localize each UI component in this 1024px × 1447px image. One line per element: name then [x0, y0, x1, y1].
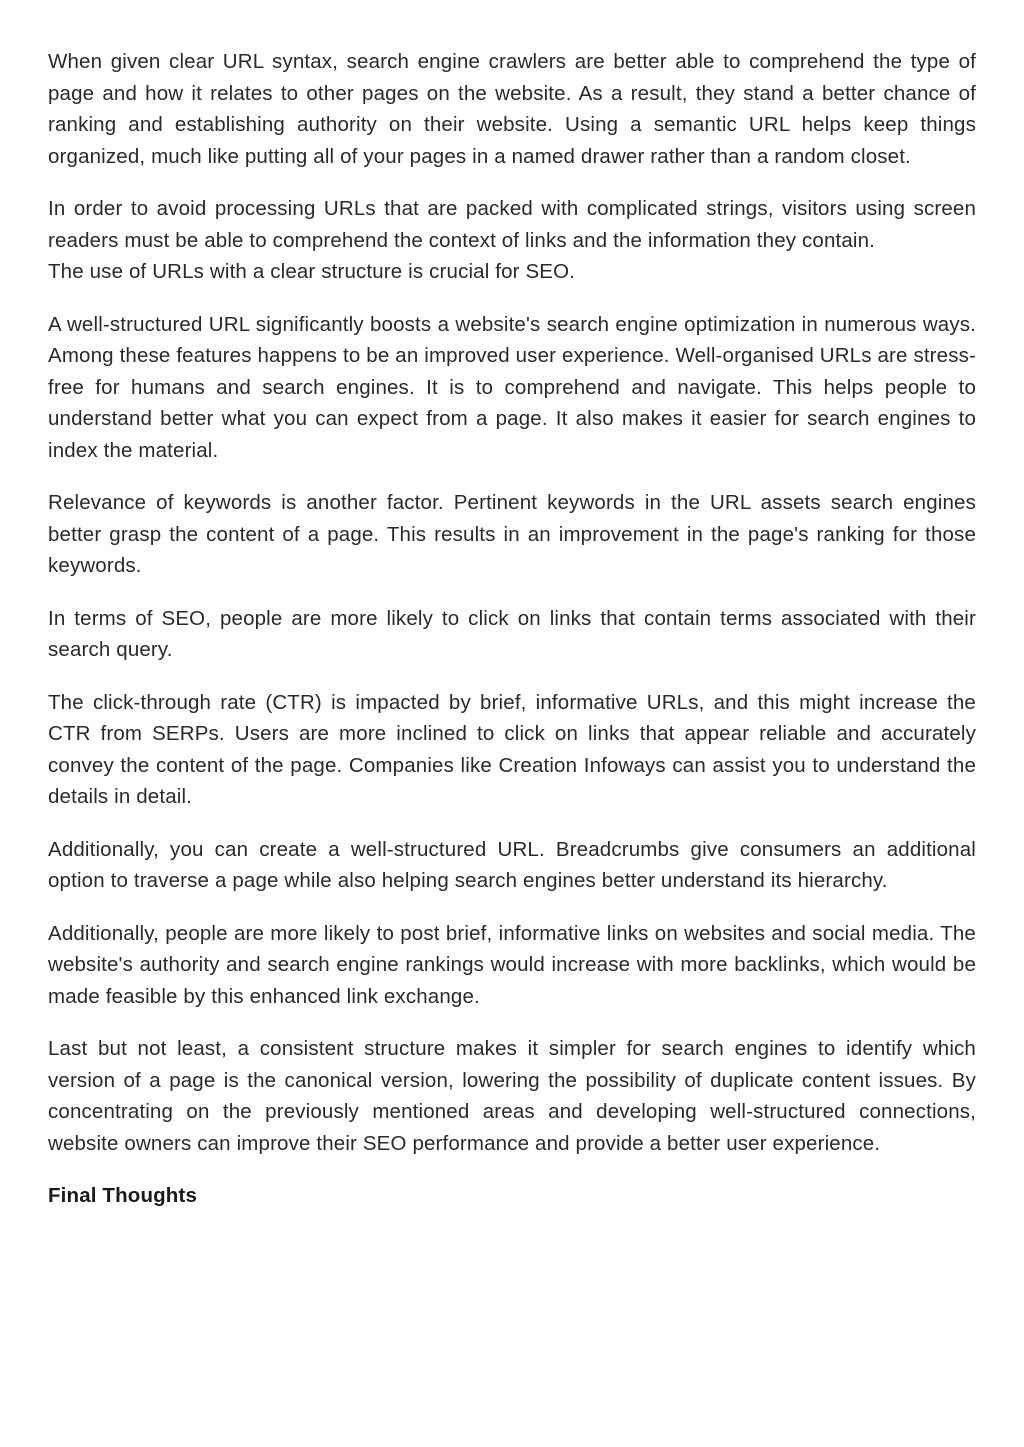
paragraph-screen-readers: In order to avoid processing URLs that are packed with complicated strings, visitors using screen readers must be able to comprehend the context of links and the information they contain.: [48, 197, 976, 252]
paragraph-breadcrumbs: Additionally, you can create a well-structured URL. Breadcrumbs give consumers an additional option to traverse a page while also helping search engines better understand its hierarchy.: [48, 837, 976, 892]
paragraph-canonical: Last but not least, a consistent structure makes it simpler for search engines to identify which version of a page is the canonical version, lowering the possibility of duplicate content issues. By concentrating on the previously mentioned areas and developing well-structured connections, website owners can improve their SEO performance and provide a better user experience.: [48, 1037, 976, 1155]
section-heading-final-thoughts: Final Thoughts: [48, 1184, 197, 1207]
paragraph-keywords: Relevance of keywords is another factor. Pertinent keywords in the URL assets search engines better grasp the content of a page. This results in an improvement in the page's ranking for those keywords.: [48, 491, 976, 577]
paragraph-well-structured: A well-structured URL significantly boosts a website's search engine optimization in numerous ways. Among these features happens to be an improved user experience. Well-organised URLs are stress-free for humans and search engines. It is to comprehend and navigate. This helps people to understand better what you can expect from a page. It also makes it easier for search engines to index the material.: [48, 312, 976, 462]
paragraph-crawlers: When given clear URL syntax, search engine crawlers are better able to comprehend the type of page and how it relates to other pages on the website. As a result, they stand a better chance of ranking and establishing authority on their website. Using a semantic URL helps keep things organized, much like putting all of your pages in a named drawer rather than a random closet.: [48, 50, 976, 168]
paragraph-ctr: The click-through rate (CTR) is impacted by brief, informative URLs, and this might increase the CTR from SERPs. Users are more inclined to click on links that appear reliable and accurately convey the content of the page. Companies like Creation Infoways can assist you to understand the details in detail.: [48, 690, 976, 808]
document-body: [48, 46, 976, 1212]
paragraph-search-query: In terms of SEO, people are more likely to click on links that contain terms associated with their search query.: [48, 606, 976, 661]
paragraph-backlinks: Additionally, people are more likely to post brief, informative links on websites and social media. The website's authority and search engine rankings would increase with more backlinks, which would be made feasible by this enhanced link exchange.: [48, 921, 976, 1008]
paragraph-seo-crucial: The use of URLs with a clear structure is crucial for SEO.: [48, 260, 576, 283]
